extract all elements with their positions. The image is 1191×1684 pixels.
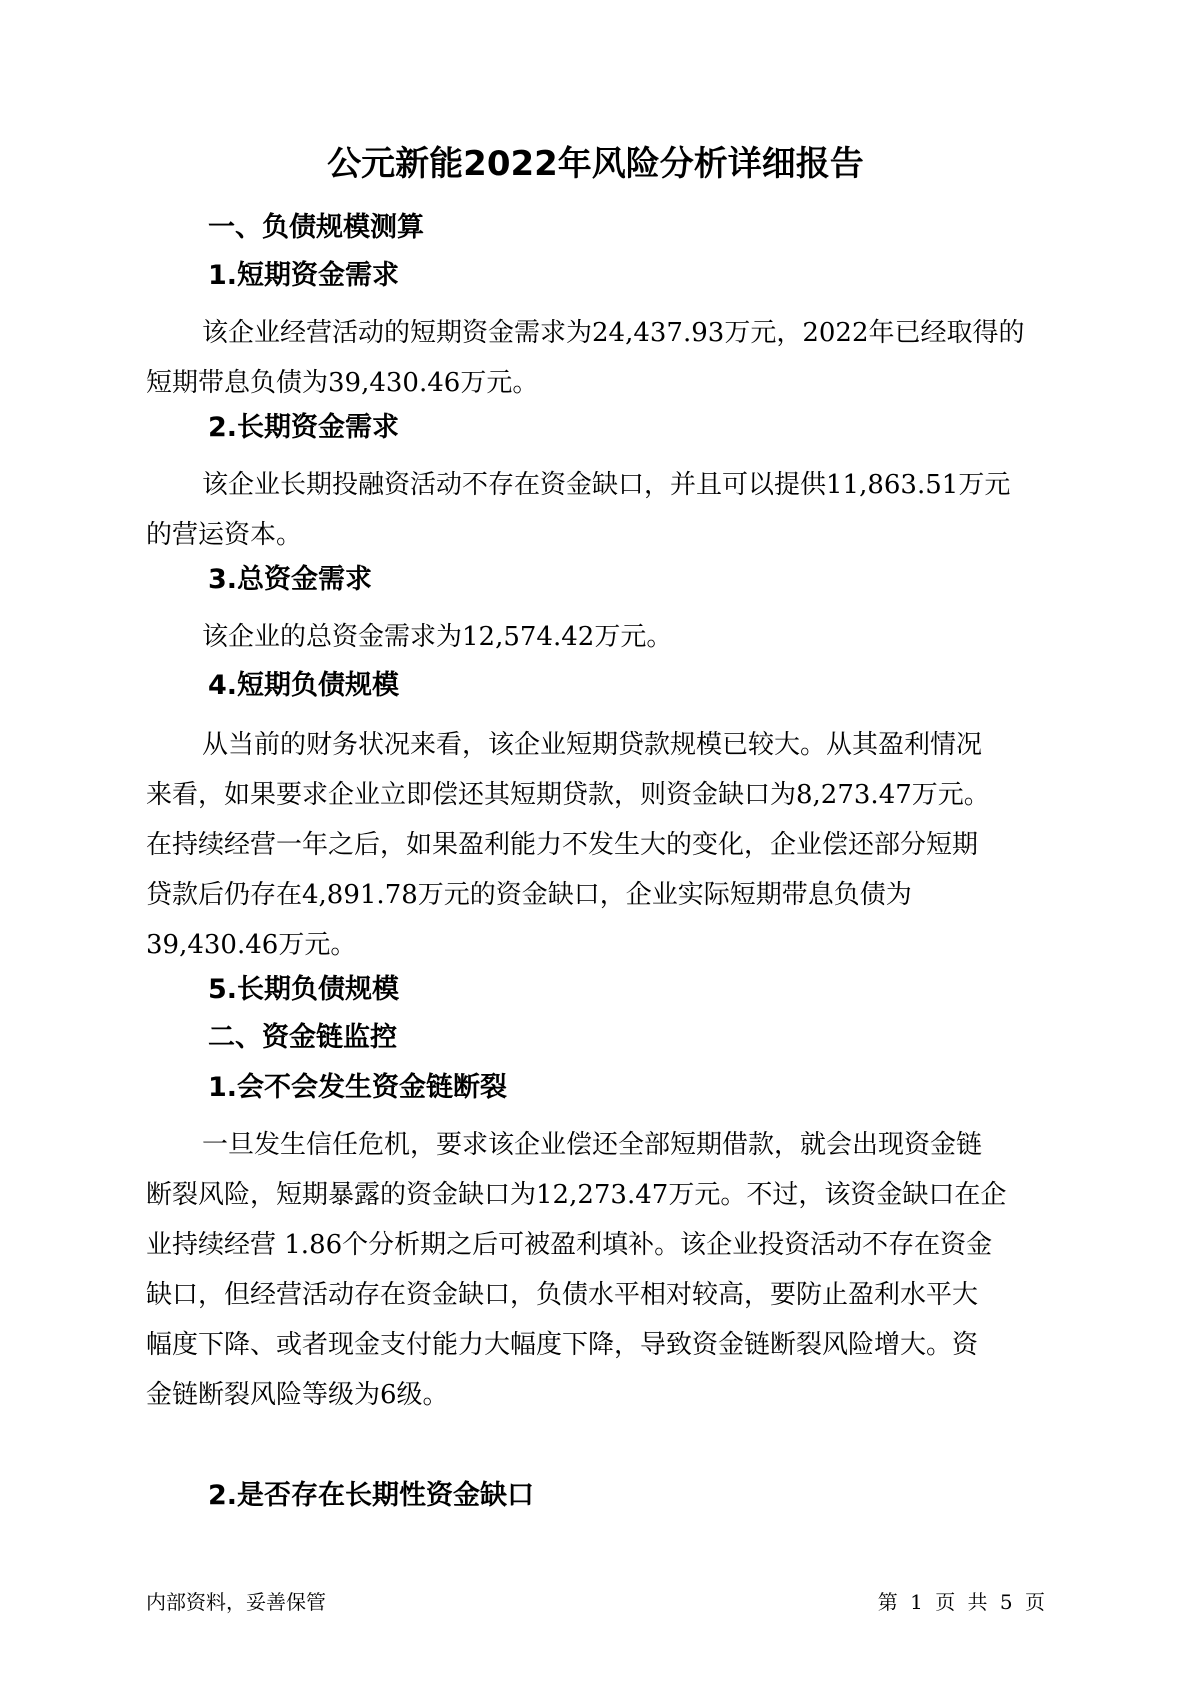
paragraph-1-4 (146, 720, 1056, 970)
subsection-heading-1-2: 2.长期资金需求 (208, 412, 400, 443)
paragraph-line: 的营运资本。 (146, 520, 303, 550)
page-title: 公元新能2022年风险分析详细报告 (327, 144, 864, 184)
paragraph-line: 一旦发生信任危机，要求该企业偿还全部短期借款，就会出现资金链 (202, 1130, 983, 1160)
paragraph-2-1 (146, 1120, 1056, 1420)
footer-page-number: 第 1 页 共 5 页 (877, 1590, 1045, 1614)
subsection-heading-1-5: 5.长期负债规模 (208, 974, 400, 1005)
subsection-heading-1-3: 3.总资金需求 (208, 564, 373, 595)
paragraph-line: 业持续经营 1.86个分析期之后可被盈利填补。该企业投资活动不存在资金 (146, 1230, 993, 1260)
paragraph-line: 短期带息负债为39,430.46万元。 (146, 368, 539, 398)
paragraph-line: 缺口，但经营活动存在资金缺口，负债水平相对较高，要防止盈利水平大 (146, 1280, 979, 1310)
paragraph-line: 来看，如果要求企业立即偿还其短期贷款，则资金缺口为8,273.47万元。 (146, 780, 990, 810)
footer-confidential-note: 内部资料，妥善保管 (146, 1590, 326, 1614)
paragraph-1-2 (146, 460, 1056, 560)
subsection-heading-1-1: 1.短期资金需求 (208, 260, 400, 291)
paragraph-1-3 (146, 612, 1056, 662)
section-heading-2: 二、资金链监控 (208, 1022, 397, 1053)
paragraph-line: 39,430.46万元。 (146, 930, 357, 960)
section-heading-1: 一、负债规模测算 (208, 212, 424, 243)
paragraph-line: 幅度下降、或者现金支付能力大幅度下降，导致资金链断裂风险增大。资 (146, 1330, 979, 1360)
paragraph-1-1 (146, 308, 1056, 408)
paragraph-line: 该企业长期投融资活动不存在资金缺口，并且可以提供11,863.51万元 (202, 470, 1011, 500)
paragraph-line: 该企业经营活动的短期资金需求为24,437.93万元，2022年已经取得的 (202, 318, 1025, 348)
paragraph-line: 从当前的财务状况来看，该企业短期贷款规模已较大。从其盈利情况 (202, 730, 983, 760)
paragraph-line: 金链断裂风险等级为6级。 (146, 1380, 449, 1410)
subsection-heading-2-1: 1.会不会发生资金链断裂 (208, 1072, 508, 1103)
subsection-heading-2-2: 2.是否存在长期性资金缺口 (208, 1480, 535, 1511)
subsection-heading-1-4: 4.短期负债规模 (208, 670, 400, 701)
paragraph-line: 在持续经营一年之后，如果盈利能力不发生大的变化，企业偿还部分短期 (146, 830, 979, 860)
paragraph-line: 该企业的总资金需求为12,574.42万元。 (202, 622, 673, 652)
paragraph-line: 贷款后仍存在4,891.78万元的资金缺口，企业实际短期带息负债为 (146, 880, 912, 910)
paragraph-line: 断裂风险，短期暴露的资金缺口为12,273.47万元。不过，该资金缺口在企 (146, 1180, 1007, 1210)
